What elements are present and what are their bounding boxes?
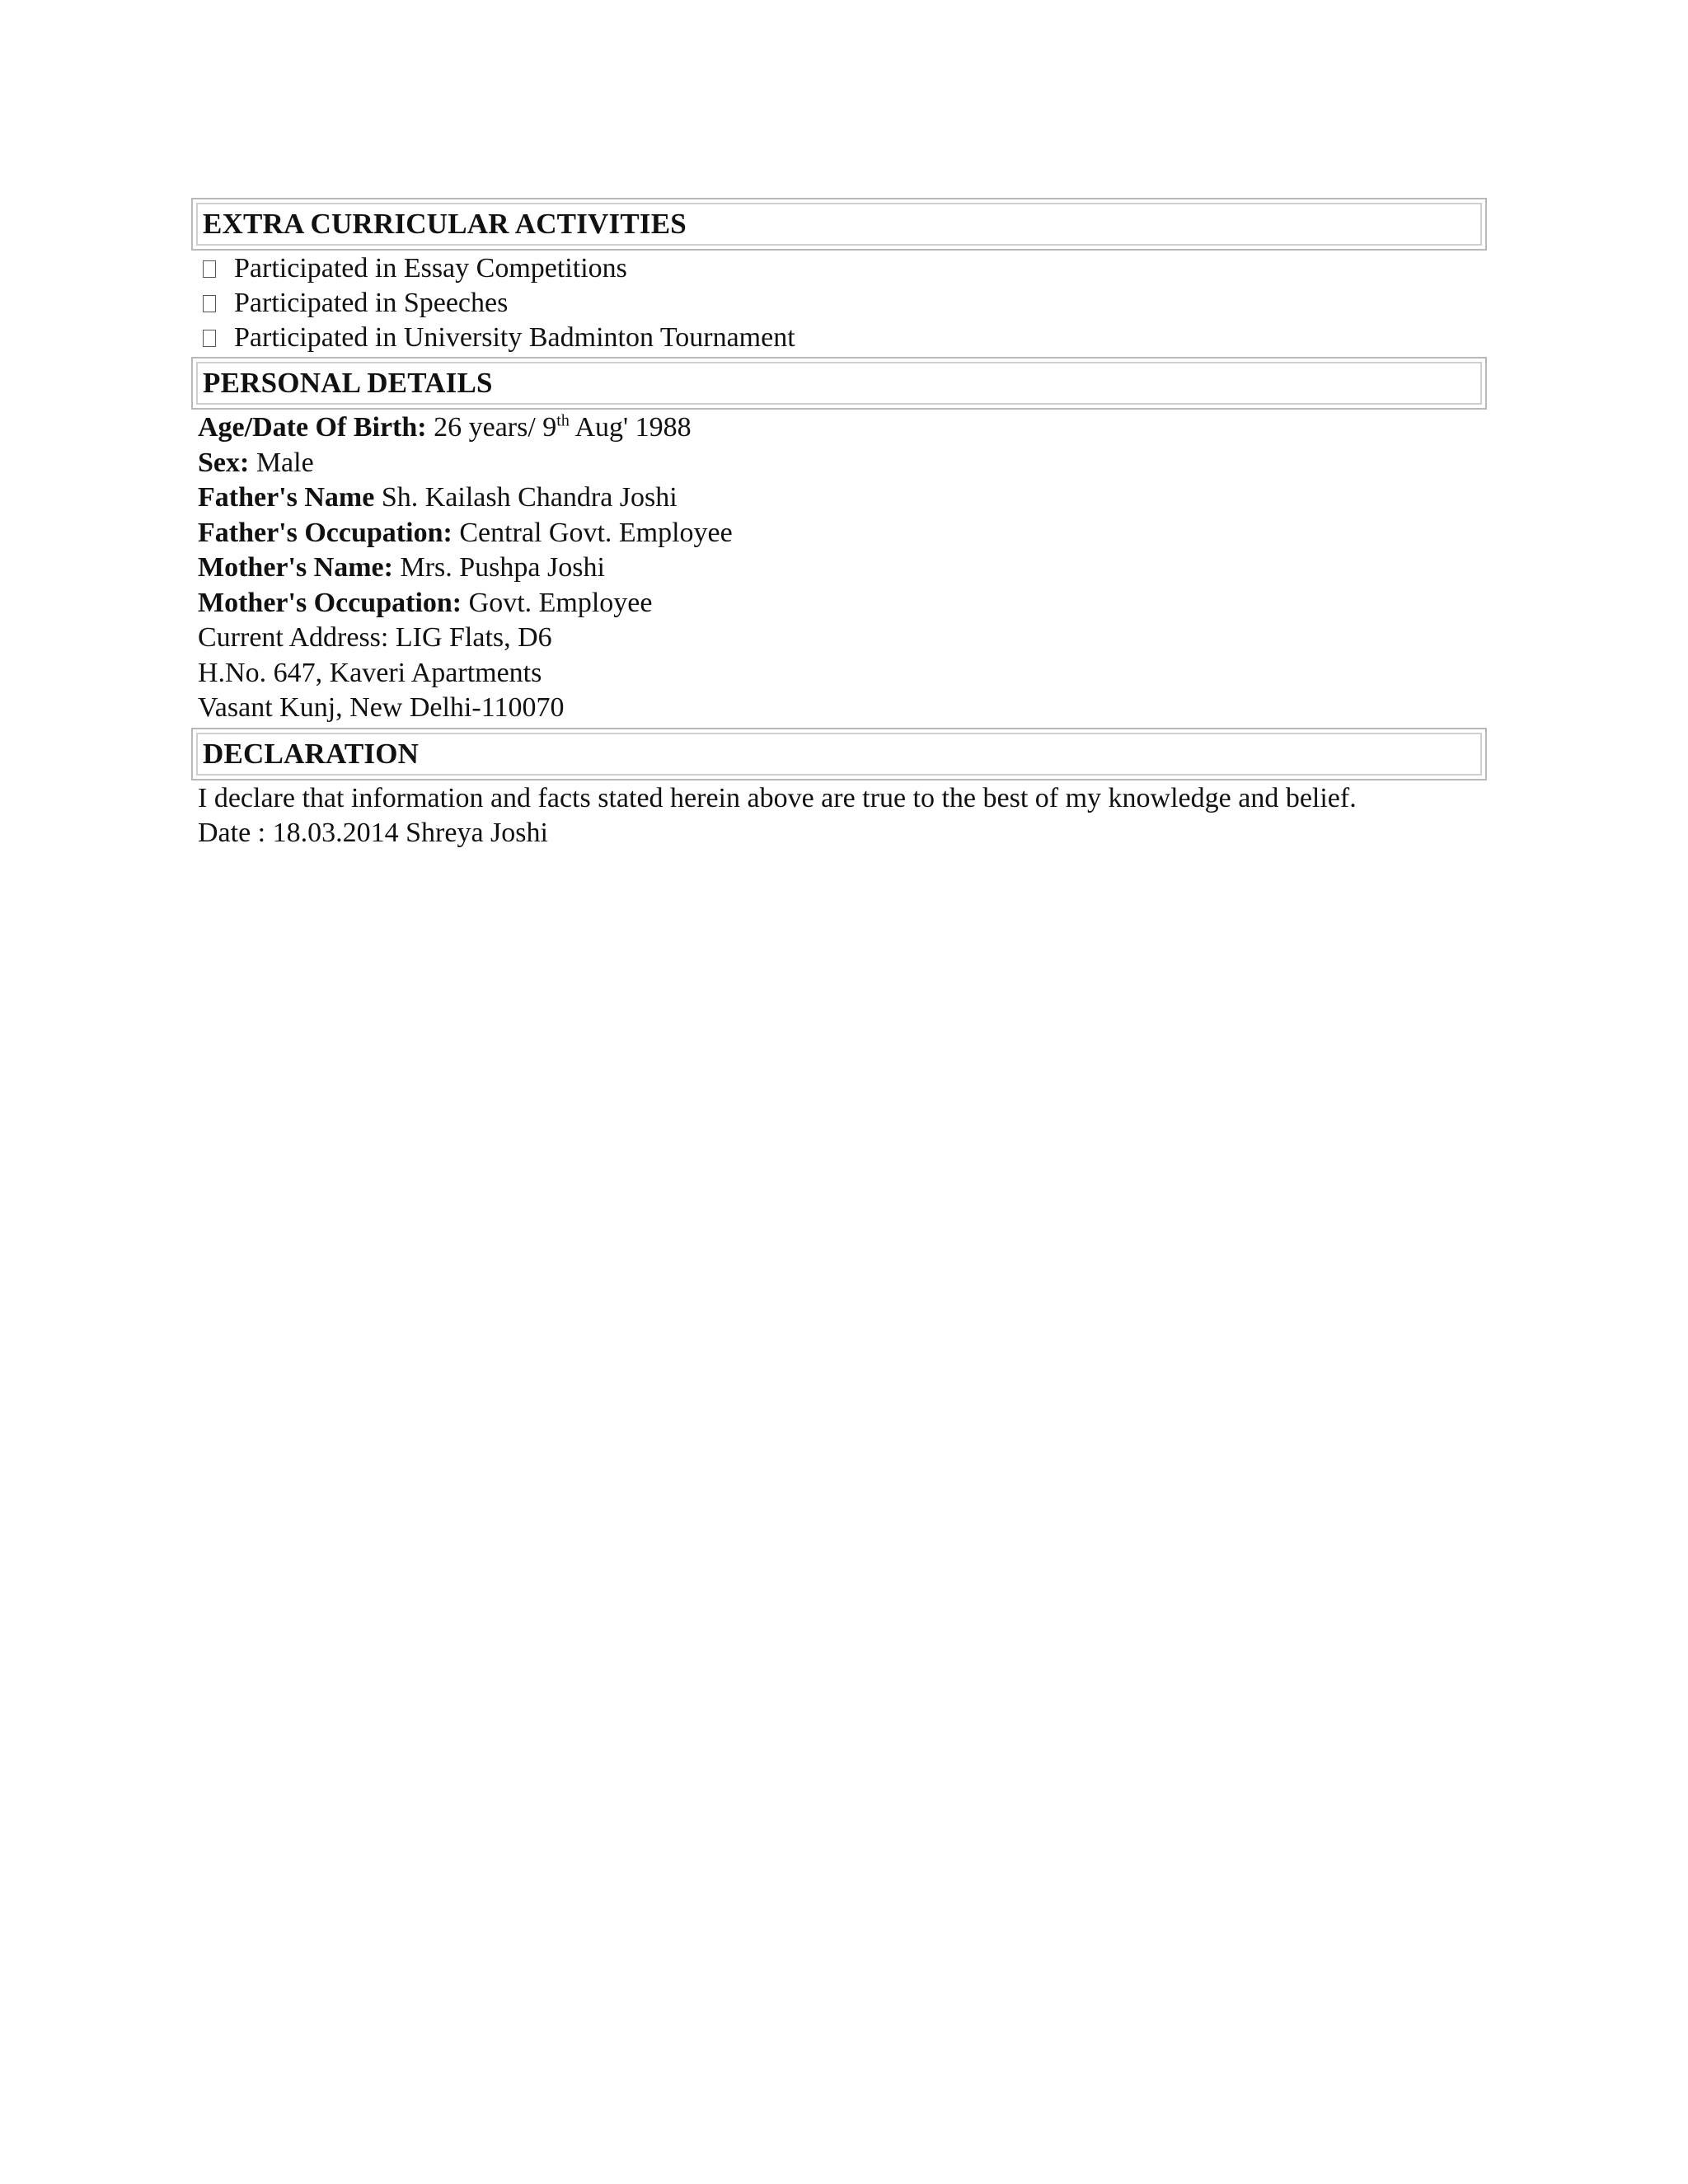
activity-text: Participated in Speeches bbox=[234, 288, 509, 318]
father-name-label: Father's Name bbox=[198, 482, 375, 513]
list-item bbox=[191, 321, 1487, 355]
sex-value: Male bbox=[256, 447, 314, 478]
resume-content bbox=[191, 198, 1487, 853]
address-line-1: Current Address: LIG Flats, D6 bbox=[198, 622, 552, 653]
section-title: EXTRA CURRICULAR ACTIVITIES bbox=[203, 208, 687, 240]
father-occupation-value: Central Govt. Employee bbox=[459, 517, 733, 548]
father-occupation-line bbox=[191, 516, 1487, 551]
mother-occupation-label: Mother's Occupation: bbox=[198, 587, 462, 618]
father-name-line bbox=[191, 480, 1487, 516]
declaration-date-signature: Date : 18.03.2014 Shreya Joshi bbox=[198, 818, 548, 848]
section-header-frame bbox=[196, 733, 1482, 776]
father-occupation-label: Father's Occupation: bbox=[198, 517, 452, 548]
section-header-frame bbox=[196, 203, 1482, 246]
mother-name-value: Mrs. Pushpa Joshi bbox=[400, 552, 605, 583]
dob-line bbox=[191, 410, 1487, 446]
sex-label: Sex: bbox=[198, 447, 250, 478]
section-header-extra-curricular bbox=[191, 198, 1487, 251]
activity-text: Participated in University Badminton Tournament bbox=[234, 322, 795, 353]
mother-name-line bbox=[191, 551, 1487, 586]
mother-occupation-line bbox=[191, 586, 1487, 621]
section-title: DECLARATION bbox=[203, 737, 420, 770]
dob-label: Age/Date Of Birth: bbox=[198, 412, 427, 443]
declaration-block bbox=[191, 780, 1487, 853]
bullet-box-icon bbox=[203, 260, 216, 278]
section-header-frame bbox=[196, 362, 1482, 405]
address-line-2: H.No. 647, Kaveri Apartments bbox=[198, 657, 542, 688]
section-header-declaration bbox=[191, 728, 1487, 780]
section-title: PERSONAL DETAILS bbox=[203, 367, 493, 399]
dob-value: 26 years/ 9th Aug' 1988 bbox=[434, 411, 692, 443]
activities-list bbox=[191, 251, 1487, 357]
section-header-personal-details bbox=[191, 357, 1487, 410]
mother-occupation-value: Govt. Employee bbox=[468, 587, 653, 618]
bullet-box-icon bbox=[203, 330, 216, 347]
address-line-3: Vasant Kunj, New Delhi-110070 bbox=[198, 692, 565, 723]
personal-details-block bbox=[191, 410, 1487, 728]
bullet-box-icon bbox=[203, 295, 216, 312]
declaration-text: I declare that information and facts stated herein above are true to the best of my knowledge and belief. bbox=[198, 782, 1357, 813]
father-name-value: Sh. Kailash Chandra Joshi bbox=[381, 482, 678, 513]
sex-line bbox=[191, 446, 1487, 481]
list-item bbox=[191, 286, 1487, 321]
mother-name-label: Mother's Name: bbox=[198, 552, 393, 583]
activity-text: Participated in Essay Competitions bbox=[234, 253, 627, 284]
list-item bbox=[191, 251, 1487, 286]
